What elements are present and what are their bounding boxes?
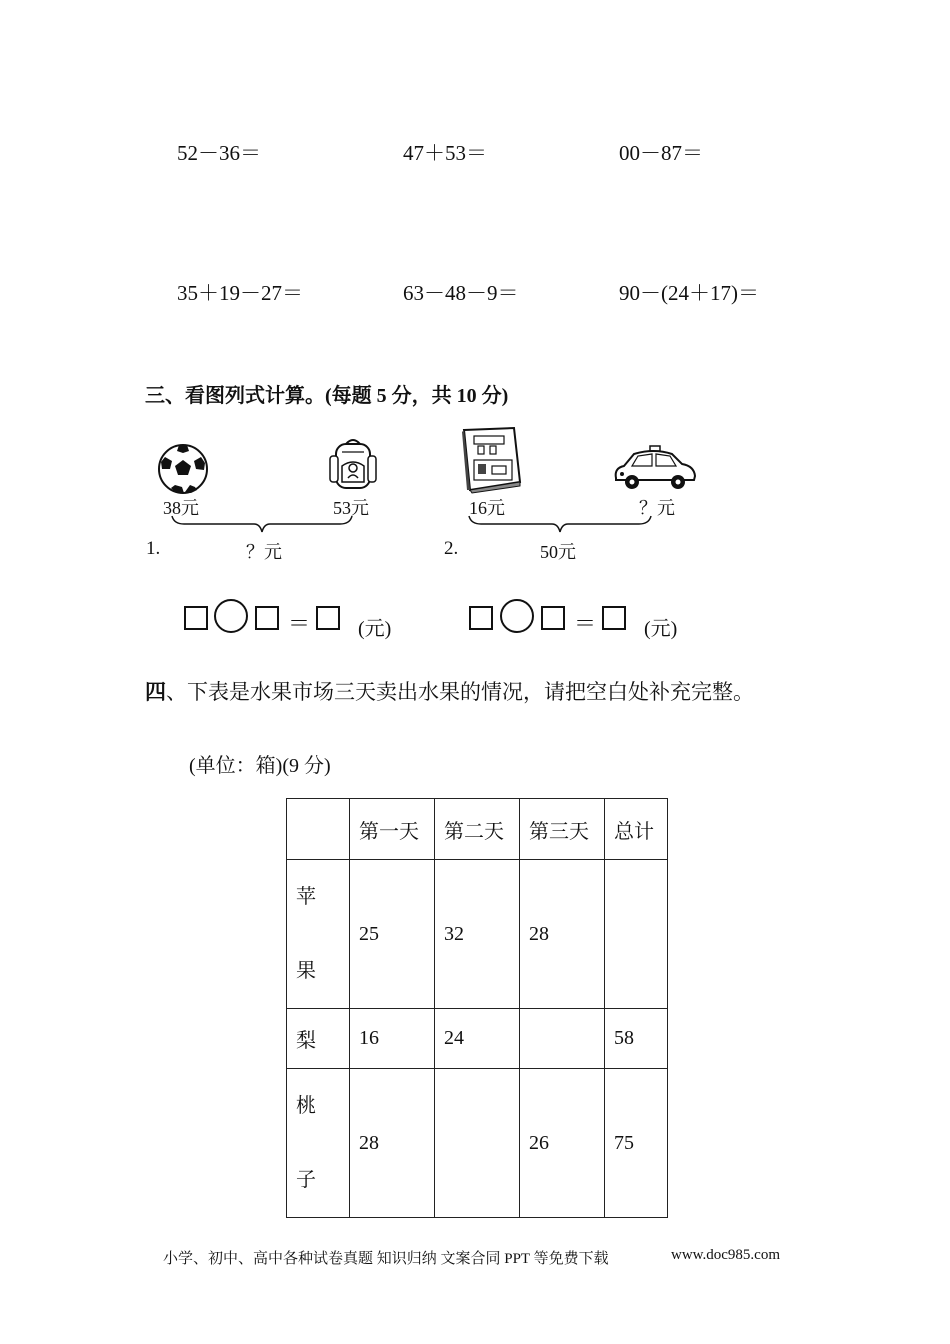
problem1-left-price: 38元 [163,498,199,518]
problem2-right-price: ？元 [639,498,675,518]
answer2-equals: ＝ [574,611,597,636]
section4-heading-text: 、下表是水果市场三天卖出水果的情况，请把空白处补充完整。 [166,680,754,704]
table-cell-blank[interactable] [605,860,668,1009]
table-cell: 24 [435,1009,520,1069]
table-row [287,1009,668,1069]
table-row [287,1069,668,1218]
answer1-unit: (元) [358,618,392,640]
expression-6: 90－(24＋17)＝ [619,281,759,305]
answer1-operator-circle[interactable] [214,599,248,633]
label-apple-top: 苹 [296,886,316,908]
problem2-total: 50元 [540,542,576,562]
problem2-left-price: 16元 [469,498,505,518]
problem1-right-price: 53元 [333,498,369,518]
book-icon [460,426,524,494]
table-cell: 28 [350,1069,435,1218]
table-cell: 16 [350,1009,435,1069]
soccer-ball-icon [157,443,209,495]
answer1-box-3[interactable] [316,606,340,630]
footer-url[interactable]: www.doc985.com [671,1247,781,1263]
expression-5: 63－48－9＝ [403,281,519,305]
backpack-icon [328,436,378,492]
table-cell: 25 [350,860,435,1009]
table-cell: 58 [605,1009,668,1069]
answer1-box-1[interactable] [184,606,208,630]
answer2-unit: (元) [644,618,678,640]
table-cell-blank[interactable] [520,1009,605,1069]
table-header-row [287,799,668,860]
table-row-label-apple [287,860,350,1009]
label-apple-bottom: 果 [296,960,316,982]
answer2-operator-circle[interactable] [500,599,534,633]
problem1-number: 1. [146,538,161,559]
problem2-number: 2. [444,538,459,559]
table-header-total: 总计 [605,799,668,860]
table-row [287,860,668,1009]
problem1-total: ？元 [246,542,282,562]
section4-heading [145,676,754,706]
section3-heading: 三、看图列式计算。(每题 5 分，共 10 分) [145,385,509,407]
answer1-equals: ＝ [288,611,311,636]
section4-heading-number: 四 [145,680,166,704]
answer2-box-3[interactable] [602,606,626,630]
expression-2: 47＋53＝ [403,141,487,165]
table-cell: 75 [605,1069,668,1218]
table-row-label-pear: 梨 [287,1009,350,1069]
table-header-corner [287,799,350,860]
table-header-day2: 第二天 [435,799,520,860]
table-header-day1: 第一天 [350,799,435,860]
answer1-box-2[interactable] [255,606,279,630]
expression-1: 52－36＝ [177,141,261,165]
table-cell: 28 [520,860,605,1009]
label-peach-bottom: 子 [296,1169,316,1191]
label-peach-top: 桃 [296,1095,316,1117]
answer2-box-1[interactable] [469,606,493,630]
table-row-label-peach [287,1069,350,1218]
problem2-brace [467,514,653,536]
section4-subtitle: (单位：箱)(9 分) [189,755,331,777]
problem1-brace [170,514,354,536]
table-cell: 32 [435,860,520,1009]
footer-text: 小学、初中、高中各种试卷真题 知识归纳 文案合同 PPT 等免费下载 [163,1251,609,1267]
table-header-day3: 第三天 [520,799,605,860]
toy-car-icon [612,444,698,492]
table-cell-blank[interactable] [435,1069,520,1218]
expression-4: 35＋19－27＝ [177,281,303,305]
table-cell: 26 [520,1069,605,1218]
answer2-box-2[interactable] [541,606,565,630]
expression-3: 00－87＝ [619,141,703,165]
fruit-sales-table [286,798,668,1218]
